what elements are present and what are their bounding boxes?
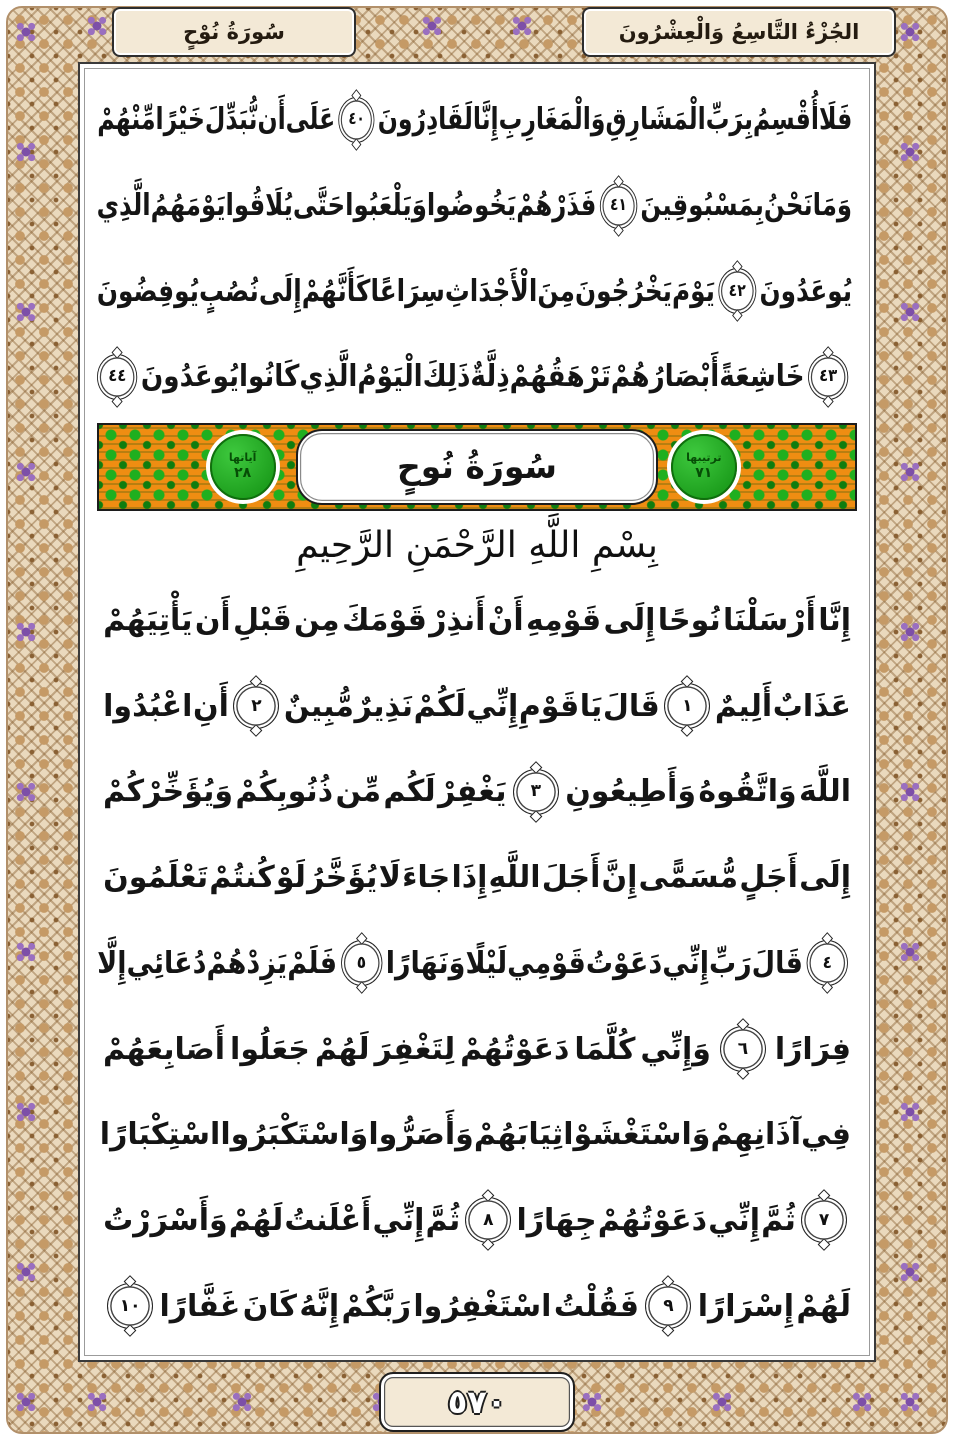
ayah-word: مِنَ: [537, 273, 575, 309]
ayah-word: دَعَوْتُ: [585, 945, 663, 981]
ayah-word: لَكُمْ: [413, 688, 466, 724]
flower-ornament-icon: [904, 1266, 917, 1279]
ayah-word: كُنتُمْ: [209, 860, 275, 896]
ayah-word: إِنِّي: [466, 688, 519, 724]
ayah-word: إِنِّي: [708, 1202, 761, 1238]
flower-ornament-icon: [904, 466, 917, 479]
ayah-word: ذِلَّةٌ: [470, 359, 510, 395]
ayah-word: فَلَا: [818, 102, 853, 138]
quran-line: [97, 749, 857, 835]
verse-number: ٤: [822, 952, 832, 973]
ayah-word: رَبِّ: [708, 945, 752, 981]
header-surah-name: سُورَةُ نُوْحٍ: [183, 20, 285, 44]
quran-line: [97, 663, 857, 749]
verse-number: ٥: [356, 952, 367, 973]
verse-number: ٧: [818, 1209, 830, 1230]
quran-line: [97, 578, 857, 664]
ayah-word: إِلَّا: [97, 945, 127, 981]
flower-ornament-icon: [856, 1396, 869, 1409]
ayah-word: يَوْمَهُمُ: [150, 188, 226, 224]
verse-number: ٤٢: [728, 280, 746, 301]
ayah-word: أَعْلَنتُ: [284, 1202, 372, 1238]
flower-ornament-icon: [904, 26, 917, 39]
verse-number: ٤٠: [348, 109, 365, 130]
flower-ornament-icon: [20, 626, 33, 639]
verse-number: ٤٤: [108, 366, 127, 387]
flower-ornament-icon: [516, 20, 529, 33]
ayah-word: قَوْمِي: [507, 945, 586, 981]
surah-ayat-medallion: [210, 434, 276, 500]
ayah-word: قَوْمِهِ: [525, 603, 602, 639]
ayah-word: أَن: [257, 102, 286, 138]
surah-ayat-value: ٢٨: [234, 465, 252, 482]
ayah-word: أَجَلٍ: [739, 860, 798, 896]
ayah-word: وَاسْتَغْشَوْا: [563, 1117, 711, 1153]
flower-ornament-icon: [904, 1396, 917, 1409]
page-content: [97, 77, 857, 1349]
verse-number-marker: [513, 769, 559, 815]
ayah-word: خَيْرًا: [155, 102, 205, 138]
ayah-word: يُلَاقُوا: [225, 188, 293, 224]
ayah-word: فِي: [801, 1117, 851, 1153]
flower-ornament-icon: [20, 1106, 33, 1119]
ayah-word: اللَّهَ: [799, 774, 851, 810]
ayah-word: مِن: [294, 603, 340, 639]
ayah-word: إِنِّي: [662, 945, 709, 981]
verse-number-marker: [801, 1197, 847, 1243]
ayah-word: الْأَجْدَاثِ: [444, 273, 538, 309]
ayah-word: فَلَمْ: [287, 945, 338, 981]
ayah-word: وَيُؤَخِّرْكُمْ: [103, 774, 234, 810]
ayah-word: أَصَابِعَهُمْ: [103, 1031, 226, 1067]
ayah-word: كُلَّمَا: [574, 1031, 636, 1067]
ayah-word: تَرْهَقُهُمْ: [509, 359, 611, 395]
flower-ornament-icon: [904, 786, 917, 799]
ayah-word: لَهُمْ: [796, 1288, 851, 1324]
ayah-word: إِنَّا: [818, 603, 851, 639]
verse-number: ٩: [663, 1295, 674, 1316]
flower-ornament-icon: [904, 306, 917, 319]
flower-ornament-icon: [904, 146, 917, 159]
ayah-word: يَخُوضُوا: [426, 188, 517, 224]
ayah-word: وَنَهَارًا: [385, 945, 466, 981]
verse-number-marker: [600, 183, 637, 229]
flower-ornament-icon: [20, 1266, 33, 1279]
ayah-word: ذُنُوبِكُمْ: [235, 774, 334, 810]
ayah-word: الْيَوْمُ: [357, 359, 423, 395]
verse-number-marker: [645, 1283, 691, 1329]
quran-line: [97, 921, 857, 1007]
ayah-word: يَغْفِرْ: [438, 774, 507, 810]
flower-ornament-icon: [20, 306, 33, 319]
flower-ornament-icon: [20, 786, 33, 799]
ayah-word: ذَلِكَ: [422, 359, 471, 395]
ayah-word: لَهُمْ: [228, 1202, 284, 1238]
ayah-word: دَعَوْتُهُمْ: [597, 1202, 708, 1238]
ayah-word: قَوْمِ: [518, 688, 580, 724]
ayah-word: فَذَرْهُمْ: [516, 188, 597, 224]
ayah-word: عَلَى: [285, 102, 336, 138]
flower-ornament-icon: [904, 626, 917, 639]
ayah-word: أَبْصَارُهُمْ: [610, 359, 720, 395]
verse-number-marker: [664, 683, 710, 729]
ayah-word: إِنَّا: [472, 102, 499, 138]
ayah-word: يُؤَخَّرُ: [307, 860, 378, 896]
verse-number-marker: [97, 354, 137, 400]
flower-ornament-icon: [586, 1396, 599, 1409]
ayah-word: يُوعَدُونَ: [140, 359, 239, 395]
ayah-word: وَأَصَرُّوا: [368, 1117, 474, 1153]
ayah-word: نَحْنُ: [763, 188, 813, 224]
quran-line: [97, 1092, 857, 1178]
quran-line: [97, 835, 857, 921]
ayah-word: الَّذِي: [299, 359, 358, 395]
page-number: ٥٧٠: [447, 1383, 507, 1421]
ayah-word: كَانُوا: [238, 359, 300, 395]
ayah-word: نُوحًا: [657, 603, 721, 639]
ayah-word: لَكُم: [383, 774, 436, 810]
flower-ornament-icon: [20, 26, 33, 39]
ayah-word: لَوْ: [275, 860, 306, 896]
ayah-word: وَالْمَغَارِبِ: [498, 102, 606, 138]
ayah-word: إِلَى: [603, 603, 656, 639]
ayah-word: يَخْرُجُونَ: [574, 273, 672, 309]
ayah-word: نُصُبٍ: [198, 273, 259, 309]
ayah-word: لَهُمْ: [314, 1031, 370, 1067]
ayah-word: قَبْلِ: [233, 603, 292, 639]
flower-ornament-icon: [20, 946, 33, 959]
ayah-word: مِّن: [335, 774, 382, 810]
surah-title-cartouche: [296, 429, 659, 505]
ayah-word: تَعْلَمُونَ: [103, 860, 209, 896]
verse-number: ٣: [530, 781, 542, 802]
ayah-word: جَعَلُوا: [230, 1031, 310, 1067]
ayah-word: اسْتَغْفِرُوا: [413, 1288, 552, 1324]
surah-order-label: ترتيبها: [686, 451, 722, 465]
ayah-word: يَا: [579, 688, 603, 724]
ayah-word: ثُمَّ: [425, 1202, 461, 1238]
ayah-word: رَبَّكُمْ: [341, 1288, 411, 1324]
ayah-word: وَأَسْرَرْتُ: [103, 1202, 228, 1238]
quran-line: [97, 1006, 857, 1092]
surah-ayat-label: آياتها: [228, 451, 257, 465]
ayah-word: إِلَى: [799, 860, 851, 896]
flower-ornament-icon: [236, 1396, 249, 1409]
header-surah-name-cartouche: [112, 7, 356, 57]
flower-ornament-icon: [20, 146, 33, 159]
verse-number-marker: [338, 97, 374, 143]
ayah-word: إِنِّي: [372, 1202, 425, 1238]
ayah-word: إِذَا: [451, 860, 488, 896]
ayah-word: إِسْرَارًا: [697, 1288, 795, 1324]
ayah-word: دَعَوْتُهُمْ: [460, 1031, 570, 1067]
ayah-word: قَوْمَكَ: [341, 603, 427, 639]
ayah-word: اعْبُدُوا: [103, 688, 193, 724]
ayah-word: جِهَارًا: [516, 1202, 597, 1238]
bismillah-text: بِسْمِ اللَّهِ الرَّحْمَنِ الرَّحِيمِ: [296, 525, 658, 567]
flower-ornament-icon: [20, 466, 33, 479]
ayah-word: وَيَلْعَبُوا: [345, 188, 427, 224]
ayah-word: اسْتِكْبَارًا: [99, 1117, 221, 1153]
header-juz-name-cartouche: [582, 7, 896, 57]
quran-line: [96, 163, 857, 249]
ayah-word: حَتَّى: [292, 188, 346, 224]
ayah-word: بِرَبِّ: [705, 102, 753, 138]
ayah-word: وَمَا: [812, 188, 853, 224]
verse-number: ١٠: [119, 1295, 141, 1316]
ayah-word: مُّسَمًّى: [638, 860, 739, 896]
verse-number: ١: [682, 695, 693, 716]
text-frame: [78, 62, 876, 1362]
ayah-word: أَرْسَلْنَا: [723, 603, 816, 639]
ayah-word: إِنَّهُ: [299, 1288, 340, 1324]
ayah-word: أَنِ: [192, 688, 229, 724]
bismillah-row: [97, 514, 857, 578]
flower-ornament-icon: [91, 20, 104, 33]
ayah-word: ثُمَّ: [761, 1202, 796, 1238]
ayah-word: لَا: [378, 860, 401, 896]
verse-number-marker: [107, 1283, 153, 1329]
ayah-word: كَانَ: [242, 1288, 298, 1324]
ayah-word: اللَّهِ: [488, 860, 541, 896]
ayah-word: أُقْسِمُ: [752, 102, 819, 138]
ayah-word: خَاشِعَةً: [719, 359, 805, 395]
ayah-word: لِتَغْفِرَ: [374, 1031, 456, 1067]
flower-ornament-icon: [91, 1396, 104, 1409]
ayah-word: أَجَلَ: [541, 860, 601, 896]
ayah-word: آذَانِهِمْ: [710, 1117, 801, 1153]
ayah-word: ثِيَابَهُمْ: [473, 1117, 564, 1153]
verse-number-marker: [807, 940, 848, 986]
verse-number: ٤٣: [819, 366, 838, 387]
quran-line: [97, 1263, 857, 1349]
ayah-word: وَاسْتَكْبَرُوا: [220, 1117, 369, 1153]
surah-order-value: ٧١: [695, 465, 713, 482]
verse-number: ٤١: [609, 195, 627, 216]
verse-number: ٦: [737, 1038, 749, 1059]
ayah-word: بِمَسْبُوقِينَ: [640, 188, 764, 224]
quran-line: [97, 1178, 857, 1264]
ayah-word: إِلَى: [258, 273, 302, 309]
ayah-word: أَنذِرْ: [429, 603, 486, 639]
ayah-word: الْمَشَارِقِ: [605, 102, 706, 138]
ayah-word: فَقُلْتُ: [553, 1288, 640, 1324]
ayah-word: دُعَائِي: [126, 945, 207, 981]
verse-number-marker: [465, 1197, 511, 1243]
ayah-word: مِّنْهُمْ: [97, 102, 156, 138]
verse-number-marker: [341, 940, 382, 986]
ayah-word: نَذِيرٌ: [354, 688, 414, 724]
quran-line: [108, 334, 857, 420]
flower-ornament-icon: [904, 1106, 917, 1119]
verse-number-marker: [720, 1026, 766, 1072]
verse-number-marker: [233, 683, 279, 729]
ayah-word: أَلِيمٌ: [714, 688, 773, 724]
verse-number-marker: [718, 268, 756, 314]
ayah-word: غَفَّارًا: [159, 1288, 241, 1324]
ayah-word: جَاءَ: [402, 860, 451, 896]
flower-ornament-icon: [904, 946, 917, 959]
flower-ornament-icon: [426, 20, 439, 33]
verse-number-marker: [808, 354, 848, 400]
ayah-word: يَزِدْهُمْ: [206, 945, 288, 981]
verse-number: ٢: [251, 695, 262, 716]
ayah-word: إِنَّ: [601, 860, 638, 896]
flower-ornament-icon: [20, 1396, 33, 1409]
header-juz-name: الجُزْءُ التَّاسِعُ وَالْعِشْرُونَ: [618, 20, 860, 44]
ayah-word: لَيْلًا: [465, 945, 508, 981]
ayah-word: قَالَ: [602, 688, 660, 724]
ayah-word: الَّذِي: [96, 188, 151, 224]
text-frame-inner: [84, 68, 870, 1356]
surah-title-banner: [97, 423, 857, 511]
ayah-word: يَوْمَ: [671, 273, 715, 309]
ayah-word: نُّبَدِّلَ: [204, 102, 258, 138]
ayah-word: فِرَارًا: [774, 1031, 851, 1067]
ayah-word: عَذَابٌ: [772, 688, 851, 724]
flower-ornament-icon: [716, 1396, 729, 1409]
verse-number: ٨: [483, 1209, 494, 1230]
ayah-word: وَاتَّقُوهُ: [698, 774, 797, 810]
ayah-word: وَأَطِيعُونِ: [565, 774, 696, 810]
ayah-word: أَنْ: [487, 603, 524, 639]
ayah-word: لَقَادِرُونَ: [377, 102, 473, 138]
page-number-cartouche: [379, 1372, 575, 1432]
quran-line: [97, 77, 857, 163]
ayah-word: يُوعَدُونَ: [759, 273, 853, 309]
ayah-word: قَالَ: [751, 945, 803, 981]
surah-title-text: سُورَةُ نُوحٍ: [397, 447, 557, 487]
ayah-word: مُّبِينٌ: [283, 688, 354, 724]
ayah-word: وَإِنِّي: [640, 1031, 711, 1067]
ayah-word: يَأْتِيَهُمْ: [103, 603, 193, 639]
ayah-word: كَأَنَّهُمْ: [301, 273, 371, 309]
ayah-word: يُوفِضُونَ: [96, 273, 199, 309]
surah-order-medallion: [671, 434, 737, 500]
quran-line: [96, 248, 857, 334]
ayah-word: سِرَاعًا: [370, 273, 445, 309]
ayah-word: أَن: [194, 603, 231, 639]
